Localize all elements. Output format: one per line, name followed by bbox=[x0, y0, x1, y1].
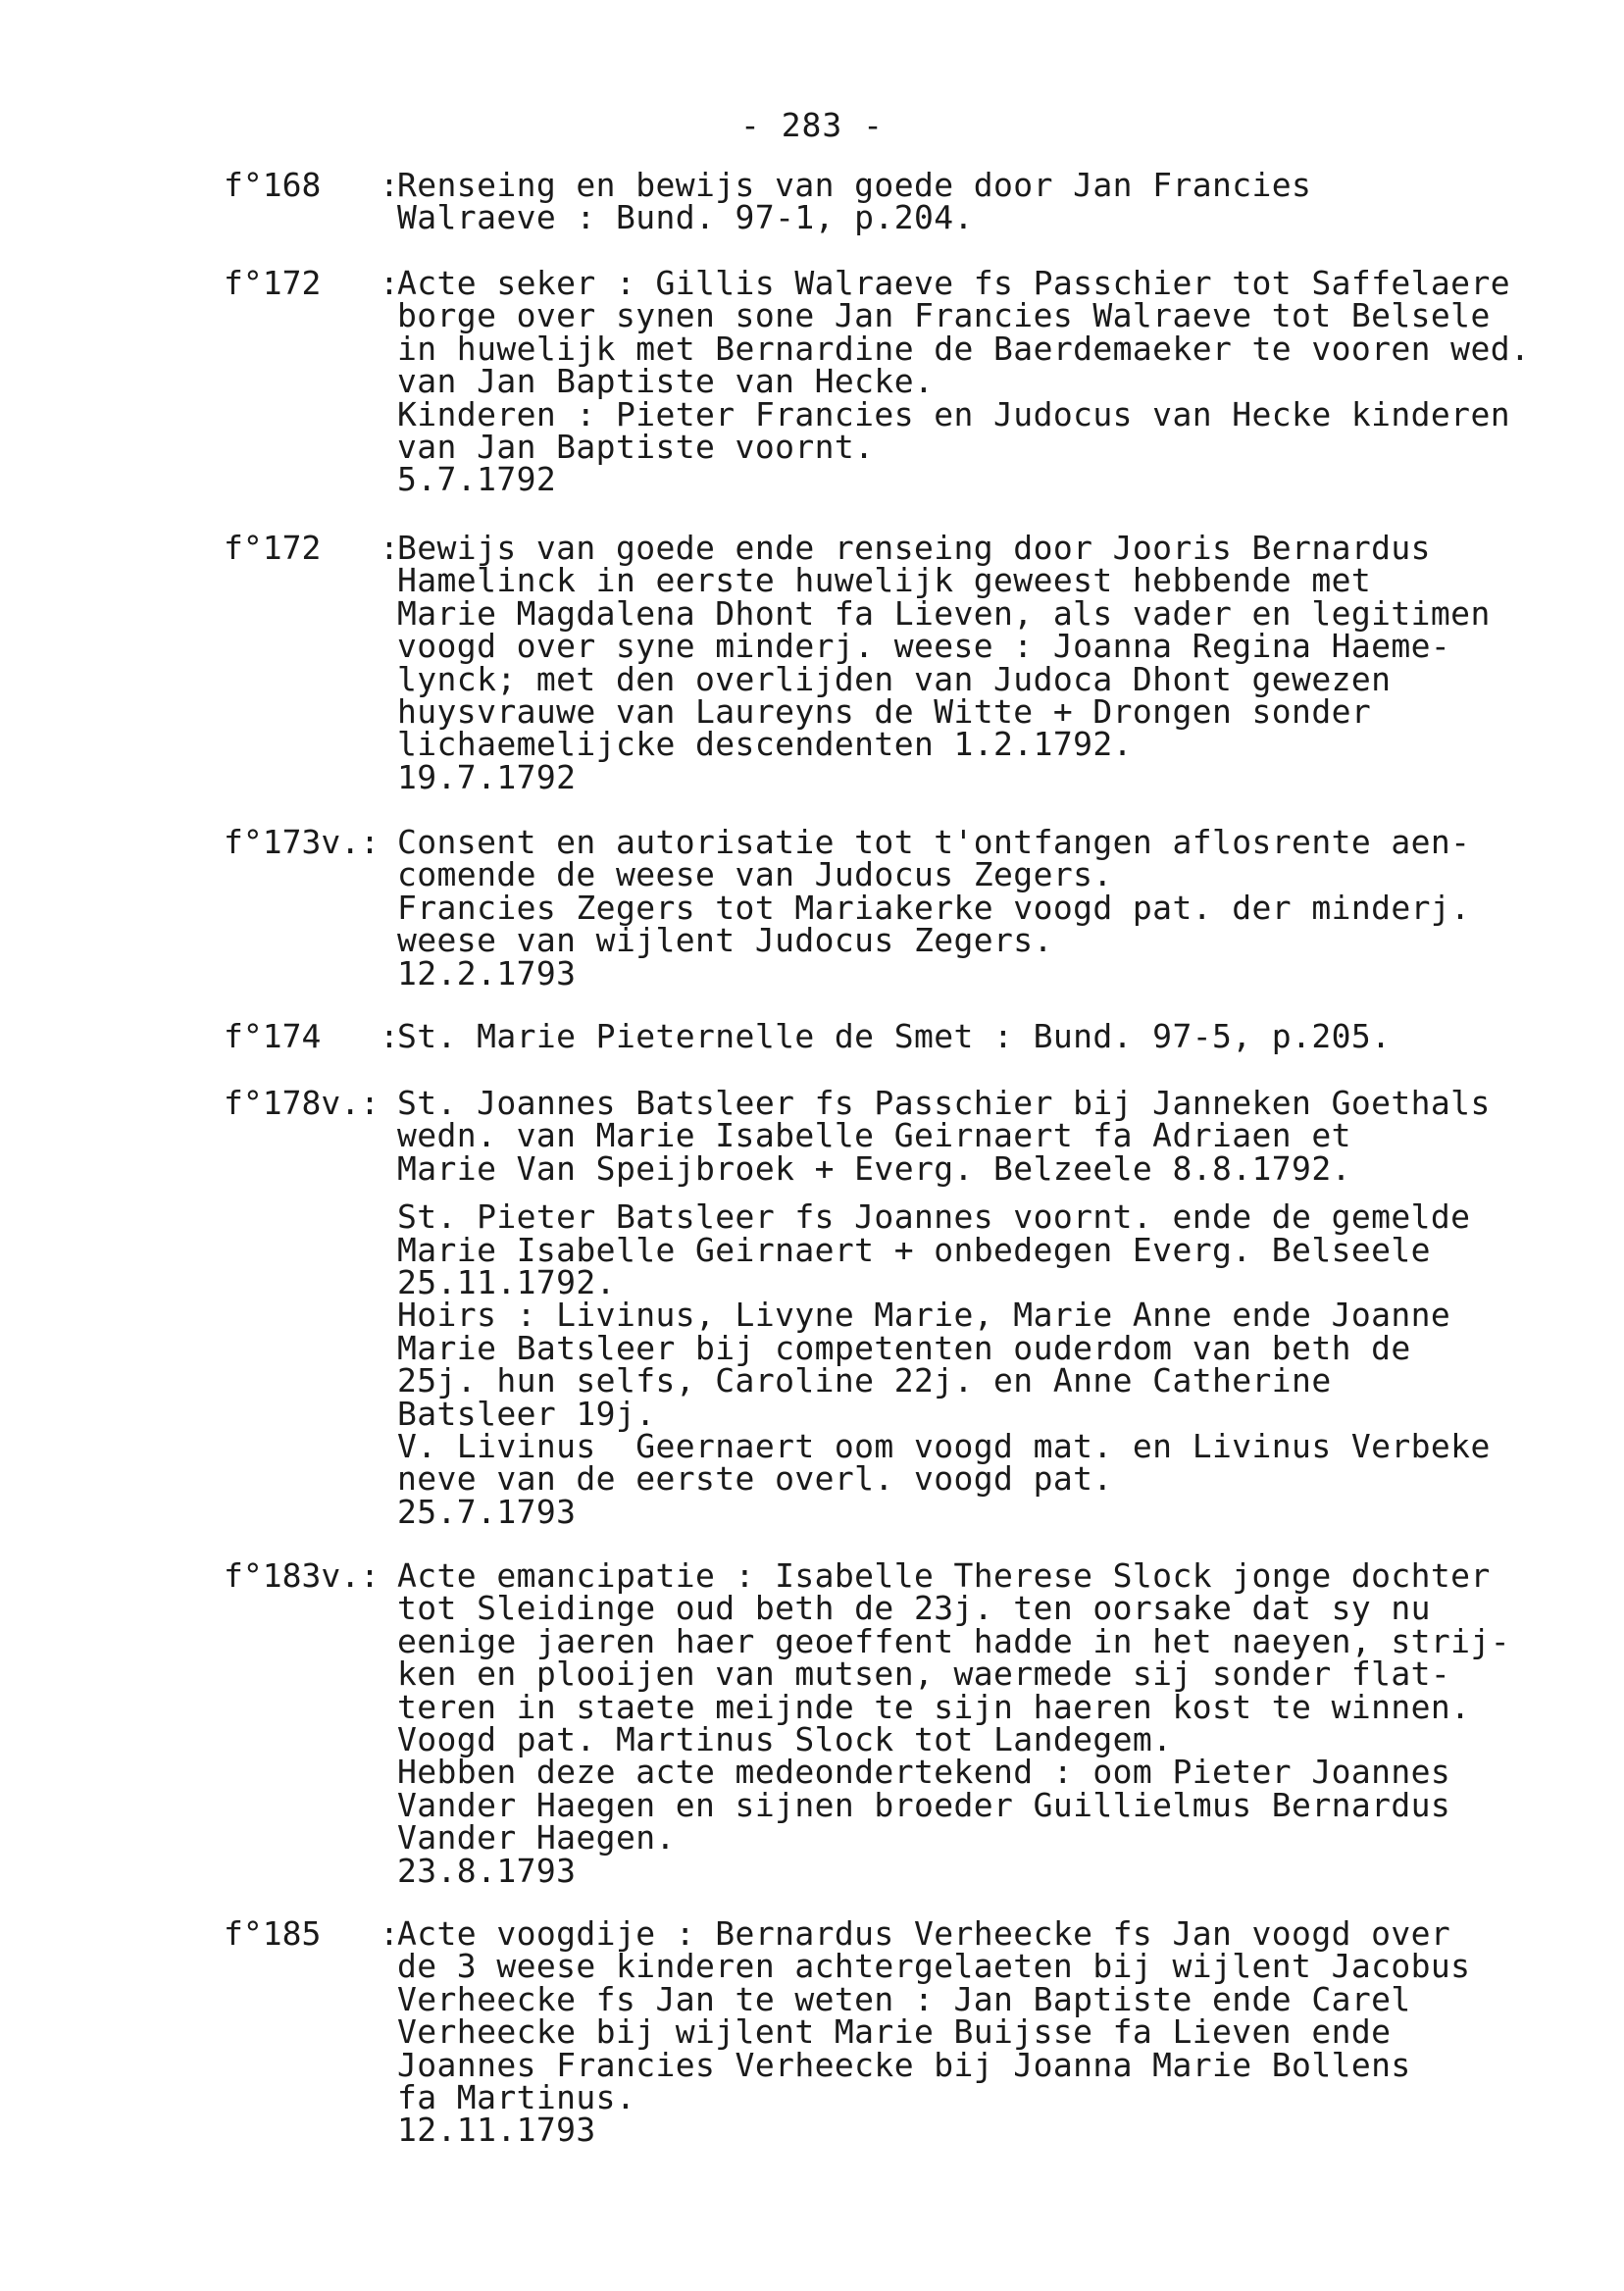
entry-line: de 3 weese kinderen achtergelaeten bij wijlent Jacobus bbox=[397, 1947, 1471, 1986]
entry-date: 19.7.1792 bbox=[397, 757, 577, 796]
entry-text bbox=[397, 1914, 1545, 2150]
entry-line: comende de weese van Judocus Zegers. bbox=[397, 855, 1113, 894]
entry-line: Verheecke fs Jan te weten : Jan Baptiste ende Carel bbox=[397, 1979, 1411, 2018]
entry-line: neve van de eerste overl. voogd pat. bbox=[397, 1459, 1113, 1499]
entry-line: lynck; met den overlijden van Judoca Dhont gewezen bbox=[397, 659, 1392, 698]
entry-line: lichaemelijcke descendenten 1.2.1792. bbox=[397, 725, 1133, 764]
entry-text bbox=[397, 1017, 1545, 1055]
entry-line: Acte voogdije : Bernardus Verheecke fs Jan voogd over bbox=[397, 1914, 1451, 1953]
entry-line: Vander Haegen. bbox=[397, 1818, 676, 1858]
entry-date: 23.8.1793 bbox=[397, 1851, 577, 1890]
entry-line: Kinderen : Pieter Francies en Judocus van Hecke kinderen bbox=[397, 394, 1510, 433]
entry-line: St. Joannes Batsleer fs Passchier bij Janneken Goethals bbox=[397, 1084, 1491, 1122]
entry-line: borge over synen sone Jan Francies Walraeve tot Belsele bbox=[397, 296, 1491, 335]
folio-reference: f°183v.: bbox=[224, 1556, 380, 1595]
entry-line: Marie Van Speijbroek + Everg. Belzeele 8.8.1792. bbox=[397, 1148, 1351, 1188]
entry-line: 25j. hun selfs, Caroline 22j. en Anne Catherine bbox=[397, 1361, 1332, 1400]
entry-line: Hoirs : Livinus, Livyne Marie, Marie Anne ende Joanne bbox=[397, 1296, 1451, 1335]
entry-line: Hamelinck in eerste huwelijk geweest hebbende met bbox=[397, 561, 1372, 600]
folio-reference: f°173v.: bbox=[224, 823, 380, 861]
entry-line: Batsleer 19j. bbox=[397, 1394, 656, 1433]
entry-line: Verheecke bij wijlent Marie Buijsse fa Lieven ende bbox=[397, 2012, 1392, 2052]
entry-text bbox=[397, 264, 1545, 499]
entry-line: van Jan Baptiste voornt. bbox=[397, 428, 875, 467]
entry-line: Marie Isabelle Geirnaert + onbedegen Everg. Belseele bbox=[397, 1230, 1431, 1269]
entry-line: ken en plooijen van mutsen, waermede sij sonder flat- bbox=[397, 1655, 1451, 1694]
entry-text bbox=[397, 823, 1545, 993]
folio-reference: f°172 : bbox=[224, 529, 399, 567]
entry-text bbox=[397, 166, 1545, 237]
folio-reference: f°178v.: bbox=[224, 1084, 380, 1122]
entry-line: St. Pieter Batsleer fs Joannes voornt. ende de gemelde bbox=[397, 1197, 1471, 1237]
entry-line: wedn. van Marie Isabelle Geirnaert fa Adriaen et bbox=[397, 1116, 1351, 1155]
entry-line: Renseing en bewijs van goede door Jan Francies bbox=[397, 166, 1312, 204]
entry-line: Vander Haegen en sijnen broeder Guillielmus Bernardus bbox=[397, 1785, 1451, 1824]
entry-line: Joannes Francies Verheecke bij Joanna Marie Bollens bbox=[397, 2045, 1411, 2084]
folio-reference: f°172 : bbox=[224, 264, 399, 302]
entry-line: St. Marie Pieternelle de Smet : Bund. 97-5, p.205. bbox=[397, 1017, 1392, 1055]
entry-line: Walraeve : Bund. 97-1, p.204. bbox=[397, 198, 974, 237]
entry-line: tot Sleidinge oud beth de 23j. ten oorsake dat sy nu bbox=[397, 1589, 1431, 1628]
folio-reference: f°174 : bbox=[224, 1017, 399, 1055]
entry-line: Hebben deze acte medeondertekend : oom Pieter Joannes bbox=[397, 1753, 1451, 1792]
entry-text bbox=[397, 1084, 1545, 1531]
folio-reference: f°168 : bbox=[224, 166, 399, 204]
entry-line: Francies Zegers tot Mariakerke voogd pat. der minderj. bbox=[397, 888, 1471, 927]
entry-line: weese van wijlent Judocus Zegers. bbox=[397, 921, 1053, 960]
entry-line: teren in staete meijnde te sijn haeren kost te winnen. bbox=[397, 1687, 1471, 1726]
entry-line: Marie Magdalena Dhont fa Lieven, als vader en legitimen bbox=[397, 593, 1491, 633]
entry-date: 12.2.1793 bbox=[397, 953, 577, 993]
entry-text bbox=[397, 529, 1545, 796]
entry-line: 25.11.1792. bbox=[397, 1263, 616, 1302]
entry-line: eenige jaeren haer geoeffent hadde in het naeyen, strij- bbox=[397, 1621, 1510, 1660]
entry-line: Bewijs van goede ende renseing door Jooris Bernardus bbox=[397, 529, 1431, 567]
folio-reference: f°185 : bbox=[224, 1914, 399, 1953]
entry-line: Consent en autorisatie tot t'ontfangen aflosrente aen- bbox=[397, 823, 1471, 861]
entry-line: Acte seker : Gillis Walraeve fs Passchier tot Saffelaere bbox=[397, 264, 1510, 302]
entry-line: van Jan Baptiste van Hecke. bbox=[397, 362, 935, 401]
entry-date: 5.7.1792 bbox=[397, 460, 557, 499]
entry-line: Acte emancipatie : Isabelle Therese Slock jonge dochter bbox=[397, 1556, 1491, 1595]
page-number: - 283 - bbox=[739, 106, 885, 144]
entry-line: V. Livinus Geernaert oom voogd mat. en Livinus Verbeke bbox=[397, 1427, 1491, 1466]
entry-date: 12.11.1793 bbox=[397, 2111, 596, 2150]
entry-line: Voogd pat. Martinus Slock tot Landegem. bbox=[397, 1720, 1173, 1759]
entry-line: huysvrauwe van Laureyns de Witte + Drongen sonder bbox=[397, 692, 1372, 732]
entry-line: Marie Batsleer bij competenten ouderdom van beth de bbox=[397, 1328, 1411, 1367]
entry-date: 25.7.1793 bbox=[397, 1492, 577, 1531]
entry-text bbox=[397, 1556, 1545, 1890]
entry-line: voogd over syne minderj. weese : Joanna Regina Haeme- bbox=[397, 627, 1451, 666]
entry-line: in huwelijk met Bernardine de Baerdemaeker te vooren wed. bbox=[397, 329, 1531, 368]
entry-line: fa Martinus. bbox=[397, 2078, 636, 2117]
